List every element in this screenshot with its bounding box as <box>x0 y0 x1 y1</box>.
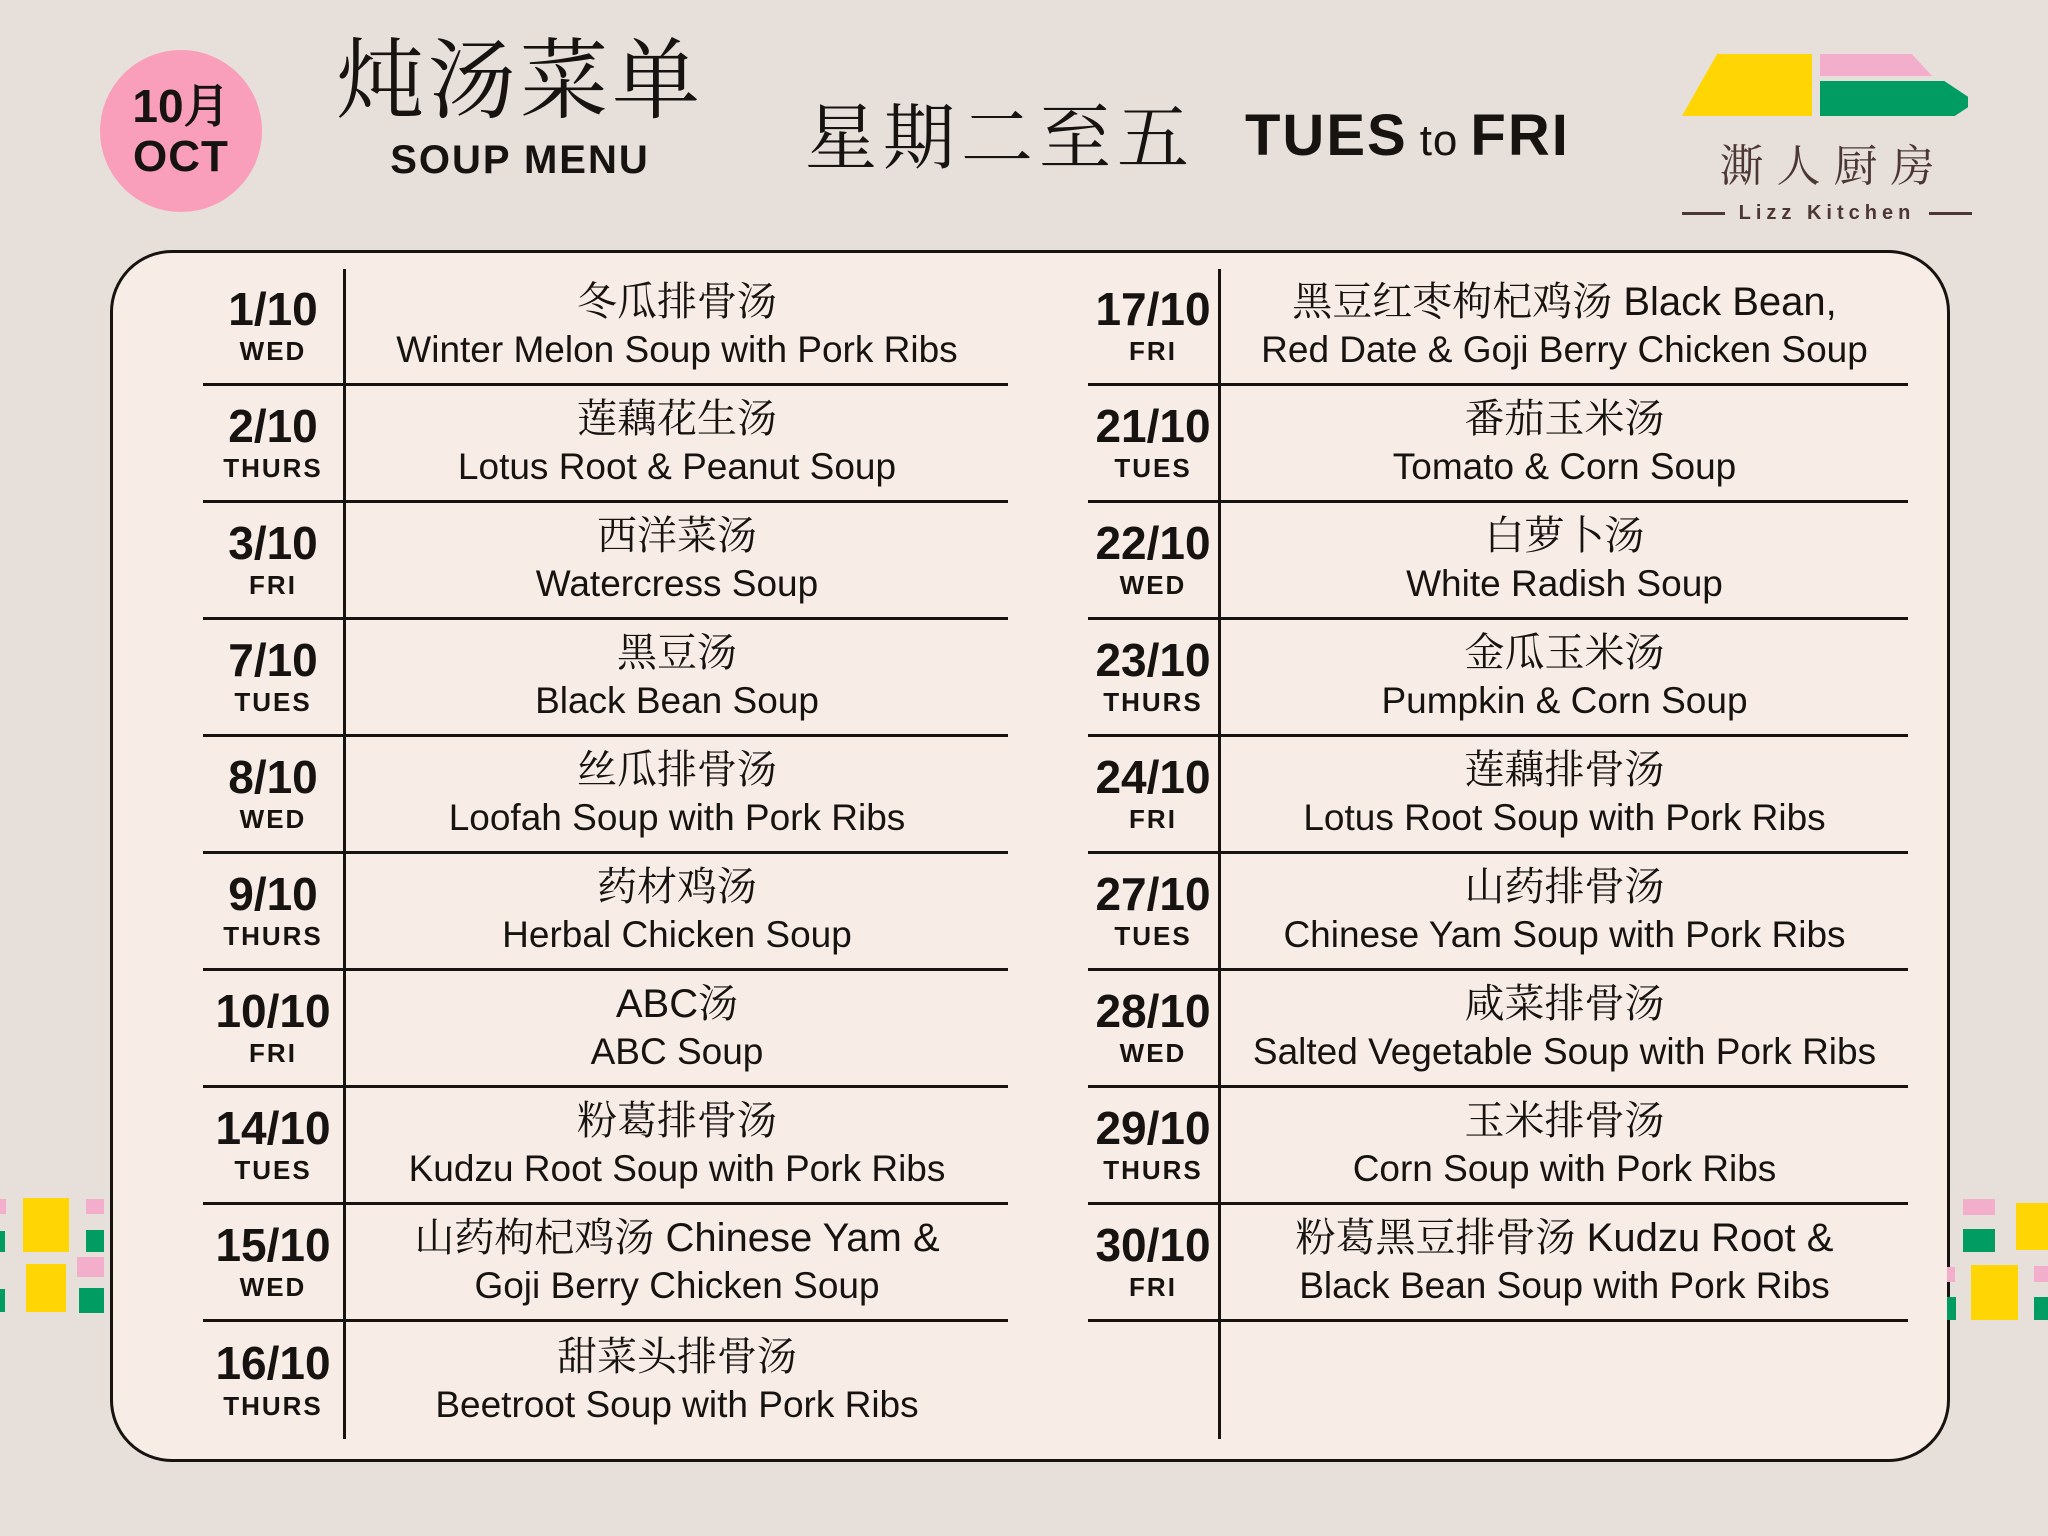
pixel-decoration <box>2016 1203 2048 1250</box>
soup-name-cn: 莲藕排骨汤 <box>1464 748 1665 793</box>
soup-cell <box>346 1322 1008 1439</box>
menu-card <box>110 250 1950 1462</box>
soup-name-en: Loofah Soup with Pork Ribs <box>448 797 906 839</box>
soup-name-en: Salted Vegetable Soup with Pork Ribs <box>1252 1031 1877 1073</box>
date-cell <box>203 269 346 383</box>
pixel-decoration <box>1963 1199 1995 1215</box>
date-cell <box>203 971 346 1085</box>
date: 1/10 <box>228 282 318 335</box>
weekday: THURS <box>223 1390 323 1421</box>
soup-name-en: Black Bean Soup with Pork Ribs <box>1299 1265 1830 1307</box>
soup-name-cn: 山药枸杞鸡汤 Chinese Yam & <box>414 1216 940 1261</box>
logo-green-shape <box>1820 81 1968 116</box>
date-cell <box>203 503 346 617</box>
soup-name-en: Watercress Soup <box>535 563 819 605</box>
date-cell <box>1088 1322 1221 1439</box>
date-cell <box>203 854 346 968</box>
soup-name-en: Red Date & Goji Berry Chicken Soup <box>1261 329 1868 371</box>
date-cell <box>1088 737 1221 851</box>
soup-name-en: Chinese Yam Soup with Pork Ribs <box>1283 914 1846 956</box>
menu-row <box>1088 503 1908 620</box>
pixel-decoration <box>77 1257 104 1277</box>
soup-cell <box>346 269 1008 383</box>
soup-name-en: Lotus Root Soup with Pork Ribs <box>1303 797 1826 839</box>
soup-name-en: Black Bean Soup <box>535 680 819 722</box>
soup-name-en: Beetroot Soup with Pork Ribs <box>435 1383 919 1425</box>
soup-name-cn: 甜菜头排骨汤 <box>557 1334 797 1379</box>
soup-cell <box>346 386 1008 500</box>
pixel-decoration <box>2034 1266 2048 1282</box>
soup-name-cn: 山药排骨汤 <box>1464 865 1665 910</box>
soup-name-cn: 冬瓜排骨汤 <box>577 280 777 325</box>
soup-name-en: ABC Soup <box>590 1031 764 1073</box>
date-cell <box>1088 386 1221 500</box>
soup-cell <box>346 1088 1008 1202</box>
soup-name-en: Tomato & Corn Soup <box>1392 446 1737 488</box>
date-cell <box>1088 854 1221 968</box>
soup-name-en: Lotus Root & Peanut Soup <box>457 446 897 488</box>
menu-row-empty <box>1088 1322 1908 1439</box>
logo-rule-left <box>1682 212 1725 215</box>
menu-row <box>1088 620 1908 737</box>
schedule-days-en <box>1245 102 1570 169</box>
logo-name-cn: 澌人厨房 <box>1719 142 1948 191</box>
soup-name-cn: 粉葛排骨汤 <box>577 1099 777 1144</box>
pixel-decoration <box>2034 1297 2048 1320</box>
date: 29/10 <box>1095 1101 1211 1154</box>
soup-cell <box>1221 269 1908 383</box>
soup-name-cn: 莲藕花生汤 <box>577 397 777 442</box>
menu-row <box>1088 386 1908 503</box>
soup-name-cn: 丝瓜排骨汤 <box>577 748 777 793</box>
date-cell <box>203 620 346 734</box>
soup-cell <box>1221 737 1908 851</box>
soup-name-cn: 粉葛黑豆排骨汤 Kudzu Root & <box>1295 1216 1834 1261</box>
date-cell <box>203 1088 346 1202</box>
page-title-en: SOUP MENU <box>390 137 650 182</box>
date: 2/10 <box>228 399 318 452</box>
menu-row <box>203 737 1008 854</box>
weekday: FRI <box>249 1038 297 1069</box>
menu-row <box>1088 854 1908 971</box>
date: 23/10 <box>1095 633 1211 686</box>
date: 10/10 <box>215 984 331 1037</box>
menu-row <box>1088 971 1908 1088</box>
date: 9/10 <box>228 867 318 920</box>
logo-name-en-row <box>1682 202 1972 225</box>
date: 3/10 <box>228 516 318 569</box>
soup-name-cn: 玉米排骨汤 <box>1464 1099 1665 1144</box>
pixel-decoration <box>0 1289 5 1312</box>
date: 8/10 <box>228 750 318 803</box>
weekday: THURS <box>1103 1155 1203 1186</box>
page-title-cn: 炖汤菜单 <box>335 29 704 132</box>
menu-row <box>203 1088 1008 1205</box>
pixel-decoration <box>1971 1265 2018 1320</box>
menu-row <box>1088 1088 1908 1205</box>
date: 24/10 <box>1095 750 1211 803</box>
month-badge <box>100 50 262 212</box>
title-block <box>300 28 740 183</box>
schedule-to-word: to <box>1419 116 1459 165</box>
menu-row <box>1088 269 1908 386</box>
pixel-decoration <box>1963 1229 1995 1252</box>
date-cell <box>1088 1088 1221 1202</box>
weekday: WED <box>239 336 307 367</box>
schedule-end-day: FRI <box>1470 103 1570 168</box>
logo-pink-shape <box>1820 54 1932 76</box>
weekday: FRI <box>249 570 297 601</box>
soup-cell <box>1221 503 1908 617</box>
menu-column-left <box>203 269 1008 1439</box>
date: 7/10 <box>228 633 318 686</box>
weekday: TUES <box>234 687 312 718</box>
menu-row <box>1088 1205 1908 1322</box>
soup-name-cn: 白萝卜汤 <box>1484 514 1645 559</box>
date-cell <box>1088 971 1221 1085</box>
date: 17/10 <box>1095 282 1211 335</box>
soup-name-en: Goji Berry Chicken Soup <box>474 1265 880 1307</box>
menu-column-right <box>1088 269 1908 1439</box>
lizz-kitchen-logo <box>1682 50 1972 225</box>
date: 27/10 <box>1095 867 1211 920</box>
weekday: WED <box>239 1272 307 1303</box>
menu-row <box>203 1322 1008 1439</box>
pixel-decoration <box>23 1198 69 1252</box>
soup-name-cn: 番茄玉米汤 <box>1464 397 1665 442</box>
date-cell <box>203 386 346 500</box>
soup-name-en: White Radish Soup <box>1406 563 1723 605</box>
soup-cell <box>1221 386 1908 500</box>
soup-name-en: Kudzu Root Soup with Pork Ribs <box>408 1148 946 1190</box>
weekday: TUES <box>234 1155 312 1186</box>
weekday: FRI <box>1129 804 1177 835</box>
soup-name-en: Corn Soup with Pork Ribs <box>1352 1148 1777 1190</box>
soup-cell <box>346 737 1008 851</box>
date: 15/10 <box>215 1218 331 1271</box>
pixel-decoration <box>86 1199 104 1214</box>
date: 14/10 <box>215 1101 331 1154</box>
logo-name-en: Lizz Kitchen <box>1738 202 1916 224</box>
pixel-decoration <box>26 1264 66 1312</box>
menu-row <box>203 854 1008 971</box>
weekday: WED <box>1119 570 1187 601</box>
weekday: WED <box>1119 1038 1187 1069</box>
menu-row <box>203 620 1008 737</box>
date-cell <box>1088 503 1221 617</box>
pixel-decoration <box>0 1199 6 1214</box>
date: 28/10 <box>1095 984 1211 1037</box>
pixel-decoration <box>0 1231 5 1252</box>
soup-cell <box>346 620 1008 734</box>
menu-row <box>203 1205 1008 1322</box>
date-cell <box>1088 620 1221 734</box>
soup-name-cn: 黑豆红枣枸杞鸡汤 Black Bean, <box>1292 280 1837 325</box>
soup-cell <box>1221 620 1908 734</box>
logo-yellow-roof-shape <box>1682 54 1812 116</box>
menu-row <box>203 971 1008 1088</box>
soup-cell <box>346 854 1008 968</box>
soup-name-en: Winter Melon Soup with Pork Ribs <box>396 329 958 371</box>
soup-name-cn: 金瓜玉米汤 <box>1464 631 1665 676</box>
month-badge-cn: 10月 <box>132 79 230 132</box>
menu-row <box>203 503 1008 620</box>
date: 16/10 <box>215 1337 331 1390</box>
logo-house-icon <box>1682 50 1972 120</box>
weekday: FRI <box>1129 336 1177 367</box>
menu-row <box>203 386 1008 503</box>
month-badge-en: OCT <box>133 132 229 182</box>
soup-name-en: Herbal Chicken Soup <box>502 914 852 956</box>
menu-row <box>203 269 1008 386</box>
date: 22/10 <box>1095 516 1211 569</box>
schedule-days-cn: 星期二至五 <box>805 96 1196 180</box>
soup-cell <box>1221 1088 1908 1202</box>
pixel-decoration <box>86 1230 104 1252</box>
soup-name-cn: 西洋菜汤 <box>597 514 757 559</box>
date: 30/10 <box>1095 1218 1211 1271</box>
soup-cell <box>346 971 1008 1085</box>
weekday: TUES <box>1114 453 1192 484</box>
soup-name-cn: 黑豆汤 <box>617 631 737 676</box>
date: 21/10 <box>1095 399 1211 452</box>
pixel-decoration <box>1947 1297 1956 1320</box>
schedule-start-day: TUES <box>1245 103 1408 168</box>
weekday: TUES <box>1114 921 1192 952</box>
soup-name-cn: 药材鸡汤 <box>597 865 757 910</box>
logo-rule-right <box>1929 212 1972 215</box>
weekday: THURS <box>223 921 323 952</box>
soup-cell <box>346 1205 1008 1319</box>
soup-cell <box>1221 854 1908 968</box>
date-cell <box>203 1205 346 1319</box>
soup-cell <box>1221 1322 1908 1439</box>
soup-cell <box>346 503 1008 617</box>
weekday: THURS <box>223 453 323 484</box>
soup-cell <box>1221 1205 1908 1319</box>
pixel-decoration <box>1947 1267 1955 1282</box>
soup-name-cn: ABC汤 <box>615 982 739 1027</box>
menu-row <box>1088 737 1908 854</box>
date-cell <box>1088 1205 1221 1319</box>
date-cell <box>203 1322 346 1439</box>
soup-cell <box>1221 971 1908 1085</box>
soup-name-cn: 咸菜排骨汤 <box>1464 982 1665 1027</box>
soup-name-en: Pumpkin & Corn Soup <box>1381 680 1748 722</box>
weekday: WED <box>239 804 307 835</box>
weekday: FRI <box>1129 1272 1177 1303</box>
weekday: THURS <box>1103 687 1203 718</box>
pixel-decoration <box>79 1288 104 1313</box>
date-cell <box>203 737 346 851</box>
date-cell <box>1088 269 1221 383</box>
